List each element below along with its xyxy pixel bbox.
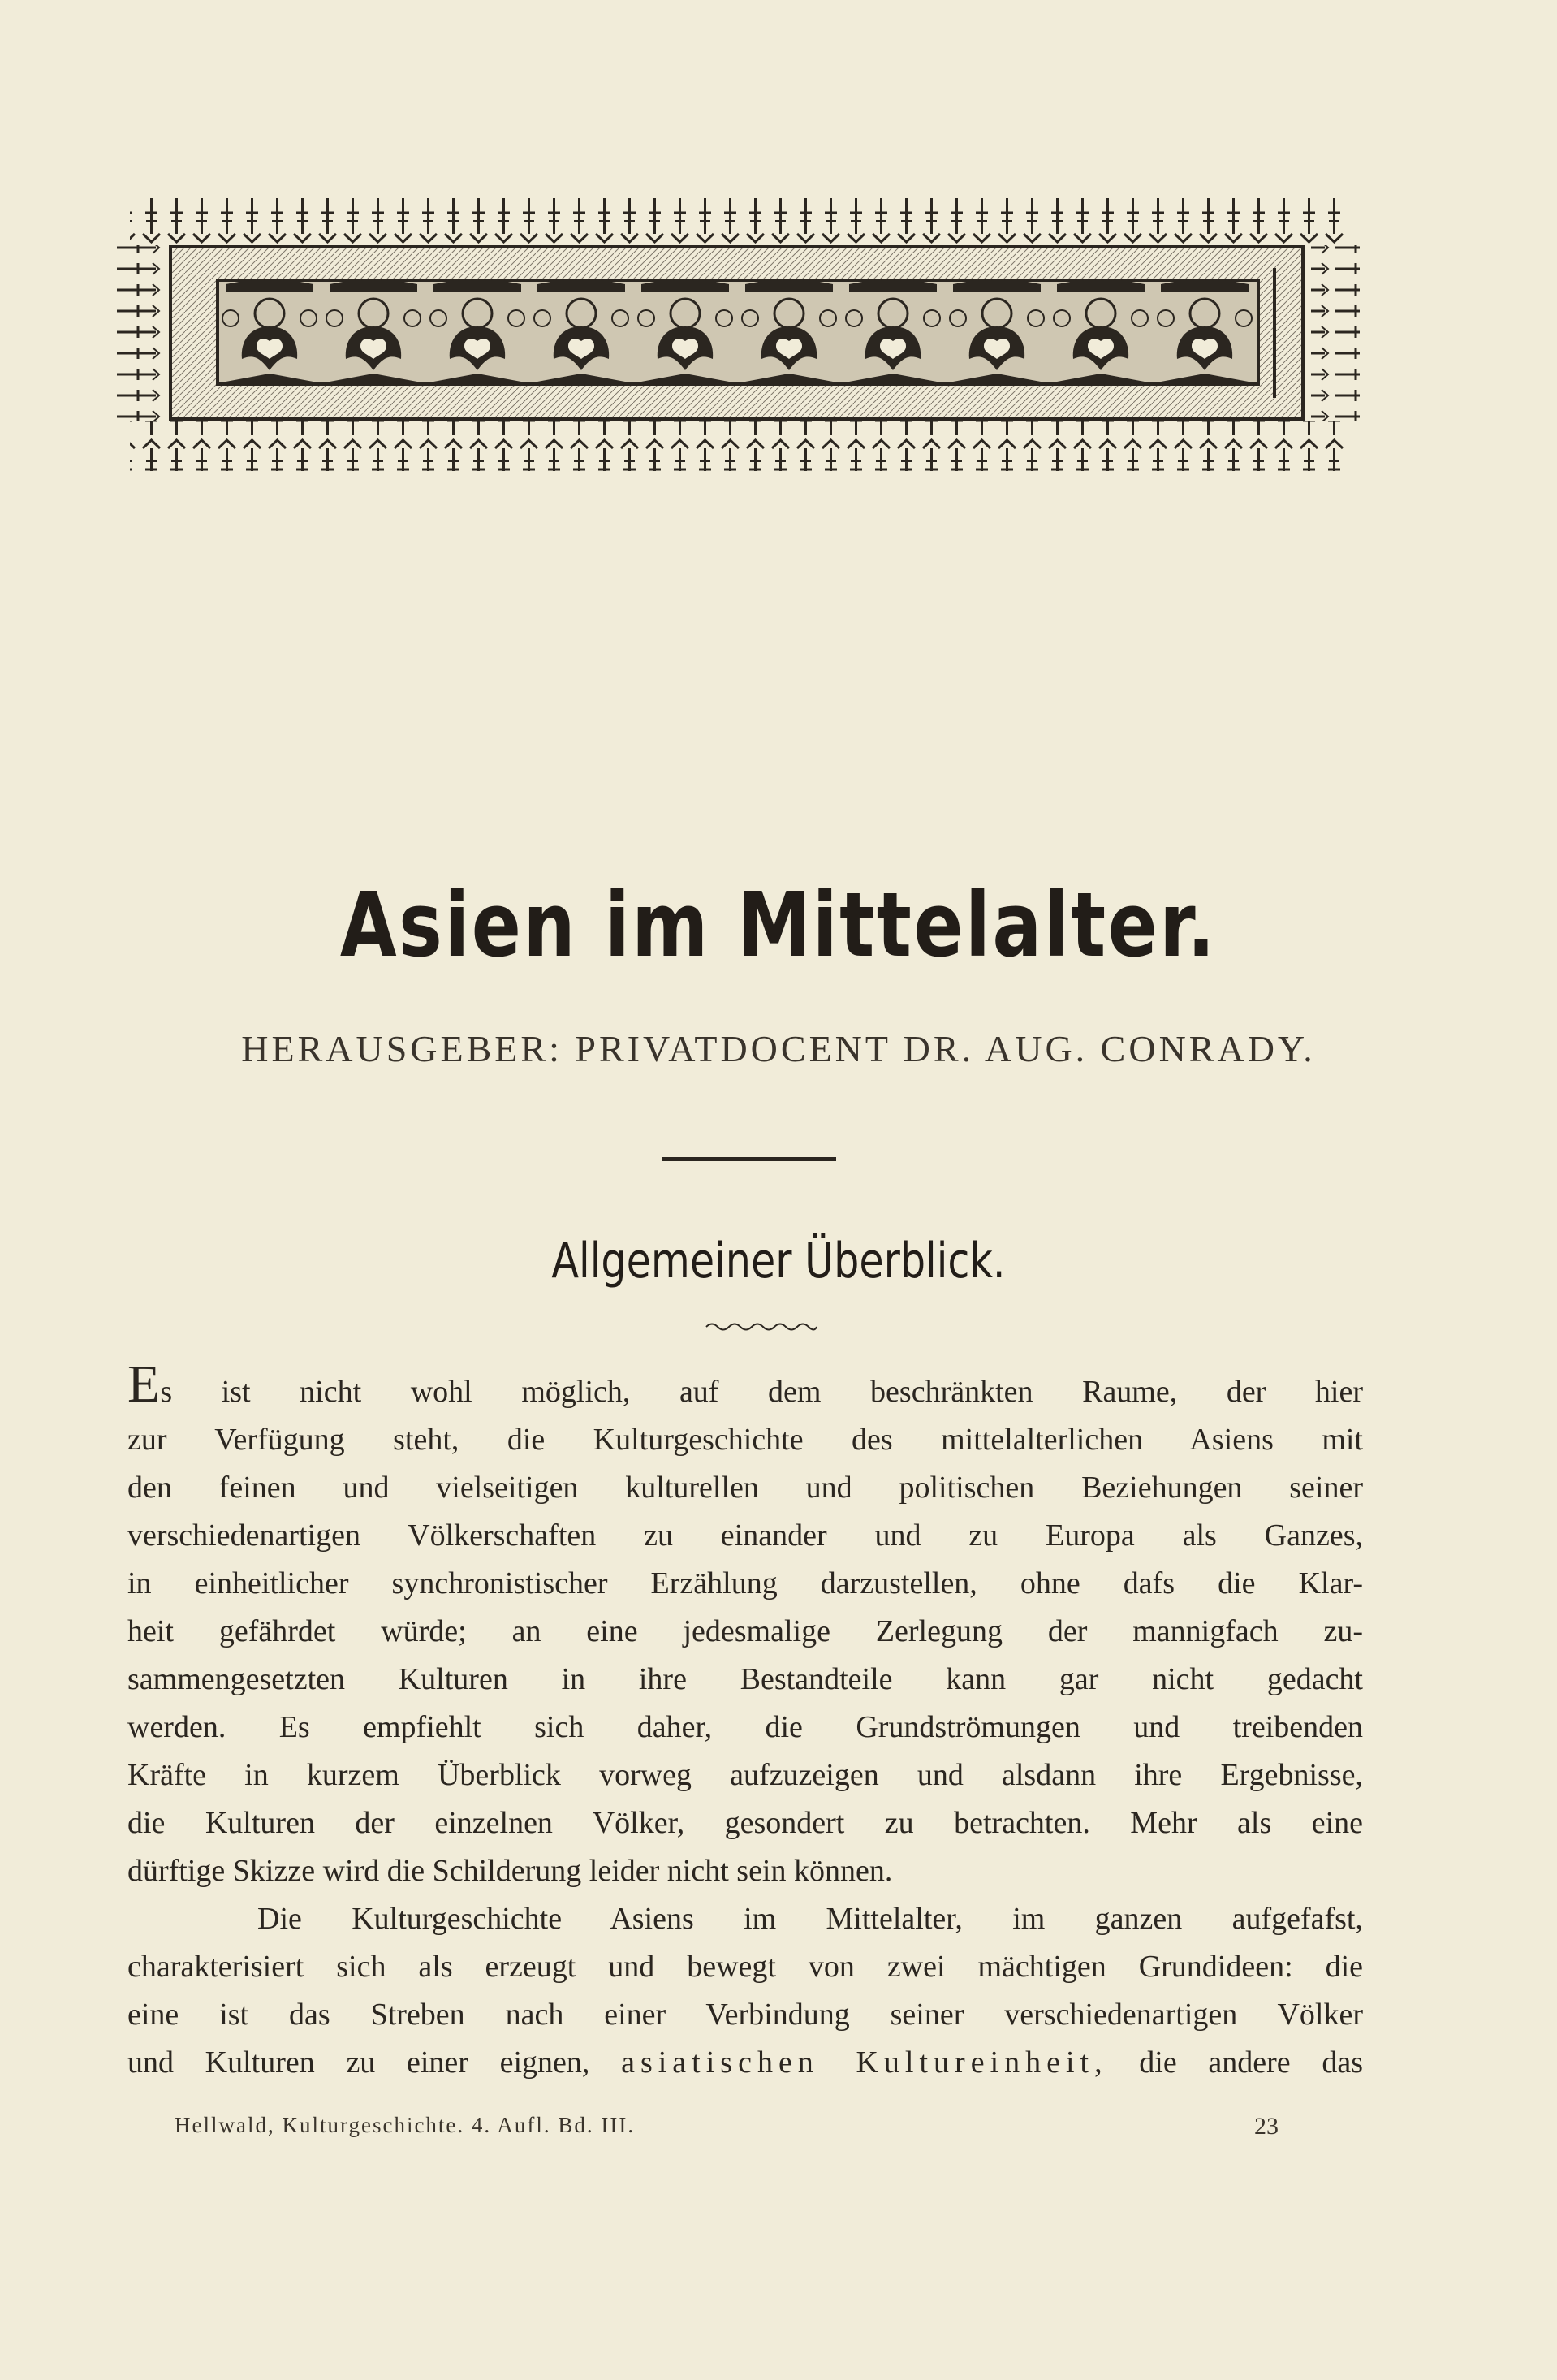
wave-ornament-icon [705, 1320, 818, 1334]
section-title: Allgemeiner Überblick. [551, 1233, 1006, 1289]
footer-citation: Hellwald, Kulturgeschichte. 4. Aufl. Bd. III. [175, 2113, 636, 2137]
text-line: charakterisiert sich als erzeugt und bewegt von zwei mächtigen Grundideen: die [127, 1950, 1363, 1984]
page-number: 23 [1254, 2113, 1279, 2140]
text-line: zur Verfügung steht, die Kulturgeschichte des mittelalterlichen Asiens mit [127, 1423, 1363, 1457]
editor-line: HERAUSGEBER: PRIVATDOCENT DR. AUG. CONRADY. [241, 1028, 1316, 1069]
spaced-emphasis: asiatischen Kultureinheit, [621, 2045, 1108, 2080]
chapter-title: Asien im Mittelalter. [339, 873, 1218, 977]
text-line: verschiedenartigen Völkerschaften zu einander und zu Europa als Ganzes, [127, 1518, 1363, 1553]
text-line: dürftige Skizze wird die Schilderung leider nicht sein können. [127, 1854, 893, 1888]
text-line: eine ist das Streben nach einer Verbindung seiner verschiedenartigen Völker [127, 1998, 1363, 2032]
text-line: und Kulturen zu einer eignen, asiatischen Kultureinheit, die andere das [127, 2045, 1363, 2080]
text-line: die Kulturen der einzelnen Völker, gesondert zu betrachten. Mehr als eine [127, 1806, 1363, 1840]
divider-rule [662, 1157, 836, 1161]
body-text [127, 1354, 1363, 2087]
gothic-quatrefoil-frieze-icon [114, 195, 1360, 471]
text-line: in einheitlicher synchronistischer Erzählung darzustellen, ohne dafs die Klar- [127, 1566, 1363, 1600]
page-footer [175, 2113, 1279, 2145]
text-line: heit gefährdet würde; an eine jedesmalige Zerlegung der mannigfach zu- [127, 1614, 1363, 1648]
drop-cap: E [127, 1354, 161, 1414]
text-line: den feinen und vielseitigen kulturellen und politischen Beziehungen seiner [127, 1471, 1363, 1505]
text-line: Die Kulturgeschichte Asiens im Mittelalter, im ganzen aufgefafst, [257, 1902, 1363, 1936]
text-line: sammengesetzten Kulturen in ihre Bestandteile kann gar nicht gedacht [127, 1662, 1363, 1696]
text-line: Es ist nicht wohl möglich, auf dem beschränkten Raume, der hier [127, 1354, 1363, 1414]
text-line: Kräfte in kurzem Überblick vorweg aufzuzeigen und alsdann ihre Ergebnisse, [127, 1758, 1363, 1792]
text-line: werden. Es empfiehlt sich daher, die Grundströmungen und treibenden [127, 1710, 1363, 1744]
